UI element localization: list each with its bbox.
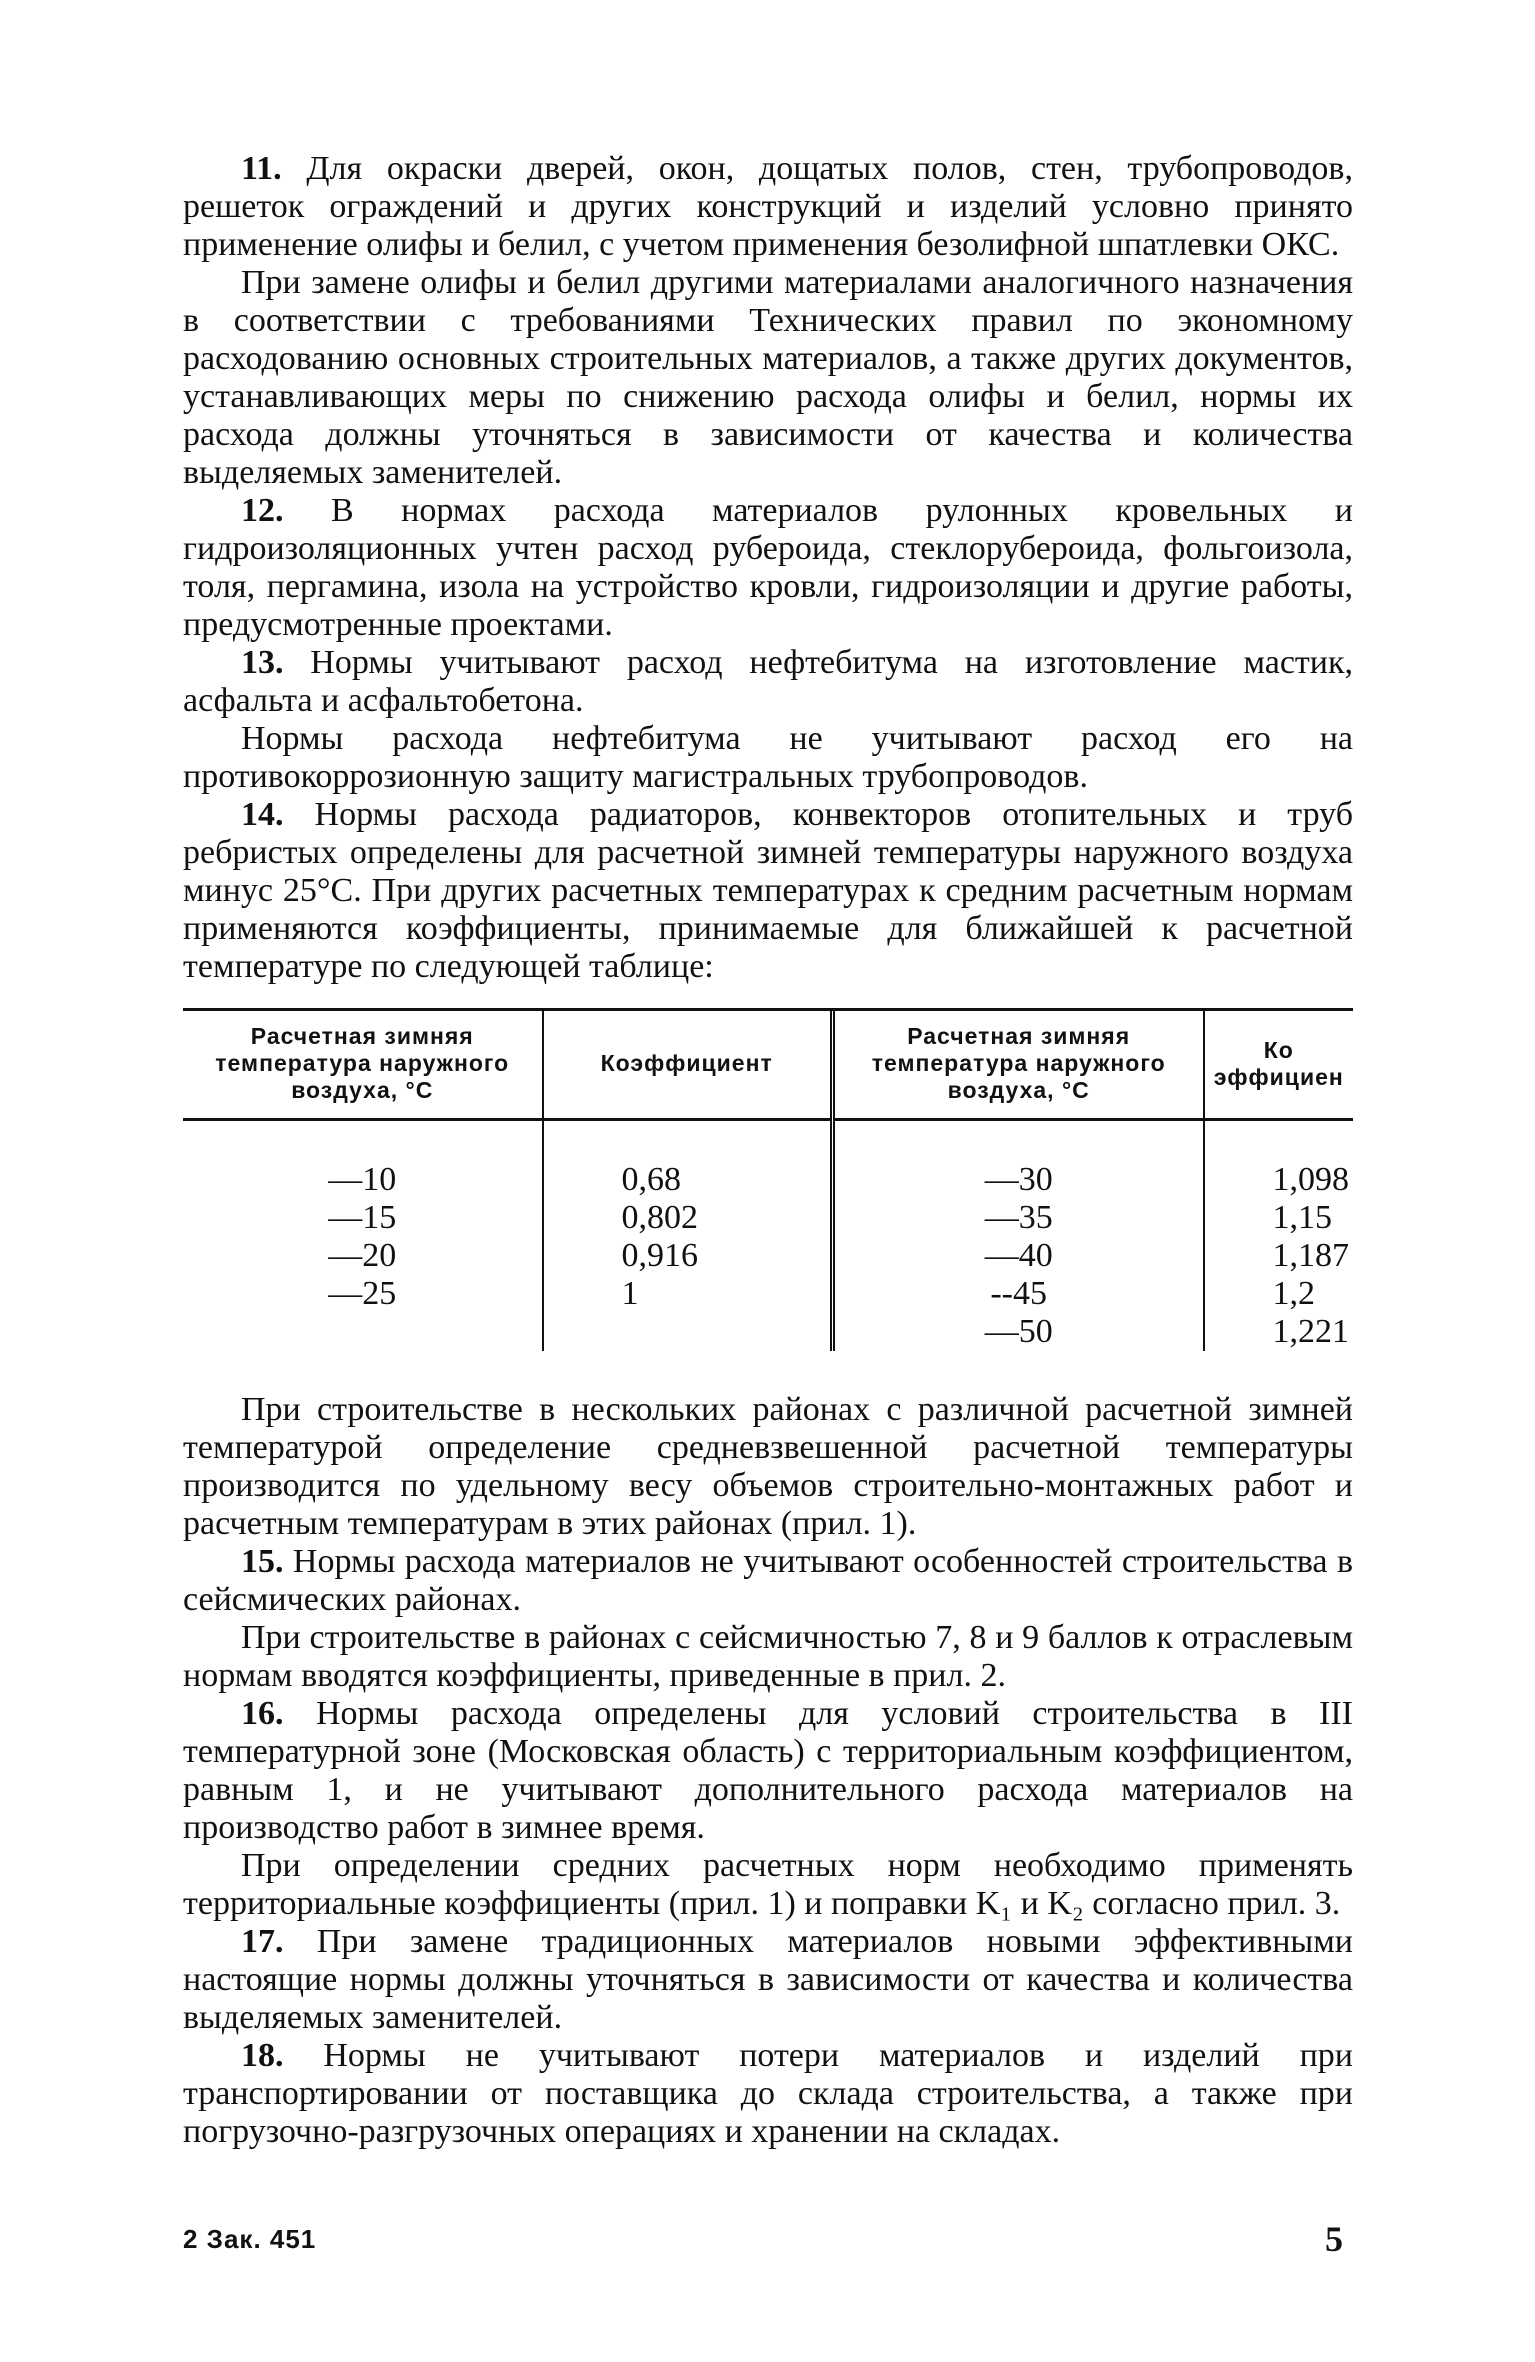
paragraph-11-cont: При замене олифы и белил другими материалами аналогичного назначения в соответствии с требованиями Технических правил по экономному расходованию основных строительных материалов, а также других документов, устанавливающих меры по снижению расхода олифы и белил, нормы их расхода должны уточняться в зависимости от качества и количества выделяемых заменителей.: [183, 264, 1353, 491]
table-cell: —30: [984, 1161, 1053, 1198]
paragraph-11: 11. Для окраски дверей, окон, дощатых полов, стен, трубопроводов, решеток ограждений и других конструкций и изделий условно принято применение олифы и белил, с учетом применения безолифной шпатлевки ОКС.: [183, 150, 1353, 263]
column-coefficient-left: [543, 1120, 833, 1352]
paragraph-13: 13. Нормы учитывают расход нефтебитума на изготовление мастик, асфальта и асфальтобетона.: [183, 644, 1353, 719]
paragraph-17: 17. При замене традиционных материалов новыми эффективными настоящие нормы должны уточняться в зависимости от качества и количества выделяемых заменителей.: [183, 1923, 1353, 2036]
table-cell: 1,098: [1272, 1161, 1349, 1198]
table-cell: —25: [328, 1275, 397, 1312]
table-cell: —35: [984, 1199, 1053, 1236]
table-cell: —40: [984, 1237, 1053, 1274]
table-cell: —50: [984, 1313, 1053, 1350]
print-order-mark: 2 Зак. 451: [183, 2224, 317, 2254]
table-cell: 1,15: [1272, 1199, 1332, 1236]
table-cell: 1,221: [1272, 1313, 1349, 1350]
paragraph-12: 12. В нормах расхода материалов рулонных кровельных и гидроизоляционных учтен расход рубероида, стеклорубероида, фольгоизола, толя, пергамина, изола на устройство кровли, гидроизоляции и другие работы, предусмотренные проектами.: [183, 492, 1353, 643]
page-number: 5: [1325, 2219, 1343, 2259]
column-temperature-right: [832, 1120, 1203, 1352]
page-footer: [183, 2218, 1353, 2258]
column-temperature-left: [183, 1120, 543, 1352]
table-cell: —10: [328, 1161, 397, 1198]
table-cell: —15: [328, 1199, 397, 1236]
header-coefficient-left: Коэффициент: [543, 1011, 833, 1120]
paragraph-14-cont: При строительстве в нескольких районах с различной расчетной зимней температурой определение средневзвешенной расчетной температуры производится по удельному весу объемов строительно-монтажных работ и расчетным температурам в этих районах (прил. 1).: [183, 1391, 1353, 1542]
coefficient-table: [183, 1008, 1353, 1351]
table-cell: 0,916: [621, 1237, 699, 1274]
table-cell: 0,802: [621, 1199, 699, 1236]
paragraph-13-cont: Нормы расхода нефтебитума не учитывают расход его на противокоррозионную защиту магистральных трубопроводов.: [183, 720, 1353, 795]
paragraph-15-cont: При строительстве в районах с сейсмичностью 7, 8 и 9 баллов к отраслевым нормам вводятся коэффициенты, приведенные в прил. 2.: [183, 1619, 1353, 1694]
page-body: [183, 150, 1353, 2151]
paragraph-18: 18. Нормы не учитывают потери материалов и изделий при транспортировании от поставщика до склада строительства, а также при погрузочно-разгрузочных операциях и хранении на складах.: [183, 2037, 1353, 2150]
paragraph-16-cont: При определении средних расчетных норм необходимо применять территориальные коэффициенты (прил. 1) и поправки K₁ и K₂ согласно прил. 3.: [183, 1847, 1353, 1922]
paragraph-14: 14. Нормы расхода радиаторов, конвекторов отопительных и труб ребристых определены для расчетной зимней температуры наружного воздуха минус 25°С. При других расчетных температурах к средним расчетным нормам применяются коэффициенты, принимаемые для ближайшей к расчетной температуре по следующей таблице:: [183, 796, 1353, 985]
header-temperature-left: Расчетная зимняя температура наружного воздуха, °С: [183, 1011, 543, 1120]
table-cell: —20: [328, 1237, 397, 1274]
table-cell: --45: [990, 1275, 1048, 1312]
table-cell: 1,187: [1272, 1237, 1349, 1274]
paragraph-15: 15. Нормы расхода материалов не учитывают особенностей строительства в сейсмических районах.: [183, 1543, 1353, 1618]
header-temperature-right: Расчетная зимняя температура наружного воздуха, °С: [832, 1011, 1203, 1120]
paragraph-16: 16. Нормы расхода определены для условий строительства в III температурной зоне (Московская область) с территориальным коэффициентом, равным 1, и не учитывают дополнительного расхода материалов на производство работ в зимнее время.: [183, 1695, 1353, 1846]
table-cell: 0,68: [621, 1161, 682, 1198]
table-cell: 1: [621, 1275, 639, 1312]
header-coefficient-right: Ко эффициен: [1204, 1011, 1354, 1120]
table-cell: 1,2: [1272, 1275, 1315, 1312]
column-coefficient-right: [1204, 1120, 1354, 1352]
